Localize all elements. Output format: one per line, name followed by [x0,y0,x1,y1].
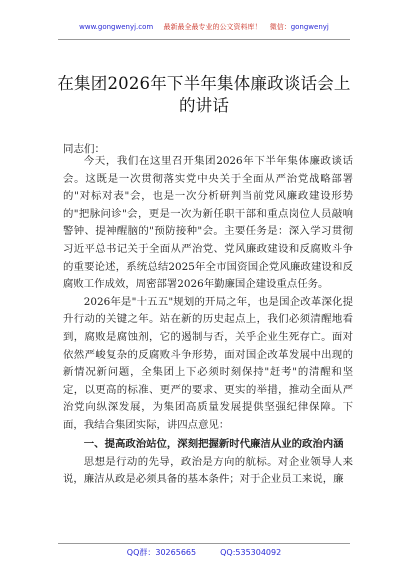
section-heading: 一、提高政治站位，深刻把握新时代廉洁从业的政治内涵 [83,437,344,450]
salutation: 同志们： [63,143,105,155]
header-divider [58,39,350,40]
document-body [63,153,353,489]
paragraph: 思想是行动的先导，政治是方向的航标。对企业领导人来说，廉洁从政是必须具备的基本条件；对于企业员工来说，廉 [63,455,353,486]
document-title: 在集团2026年下半年集体廉政谈话会上的讲话 [57,74,351,115]
site-url[interactable]: www.gongwenyj.com [79,23,154,31]
paragraph: 今天，我们在这里召开集团2026年下半年集体廉政谈话会。这既是一次贯彻落实党中央关于全面从严治党战略部署的"对标对表"会，也是一次分析研判当前党风廉政建设形势的"把脉问诊"会，更是一次为新任职干部和重点岗位人员敲响警钟、提神醒脑的"预防接种"会。主要任务是：深入学习贯彻习近平总书记关于全面从严治党、党风廉政建设和反腐败斗争的重要论述，系统总结2025年全市国资国企党风廉政建设和反腐败工作成效，周密部署2026年勤廉国企建设重点任务。 [63,155,353,291]
site-footer [0,547,408,559]
paragraph: 2026年是"十五五"规划的开局之年，也是国企改革深化提升行动的关键之年。站在新的历史起点上，我们必须清醒地看到，腐败是腐蚀剂，它的遏制与否，关乎企业生死存亡。面对依然严峻复杂的反腐败斗争形势，面对国企改革发展中出现的新情况新问题，全集团上下必须时刻保持"赶考"的清醒和坚定，以更高的标准、更严的要求、更实的举措，推动全面从严治党向纵深发展，为集团高质量发展提供坚强纪律保障。下面，我结合集团实际，讲四点意见： [63,295,353,431]
site-header [0,20,408,34]
qq-contact: QQ:535304092 [220,548,282,557]
footer-divider [58,543,350,544]
wechat-label: 微信： [269,23,291,31]
wechat-id: gongwenyj [290,23,329,31]
qq-group: QQ群：30265665 [126,548,197,557]
site-slogan: 最新最全最专业的公文资料库！ [163,23,262,31]
